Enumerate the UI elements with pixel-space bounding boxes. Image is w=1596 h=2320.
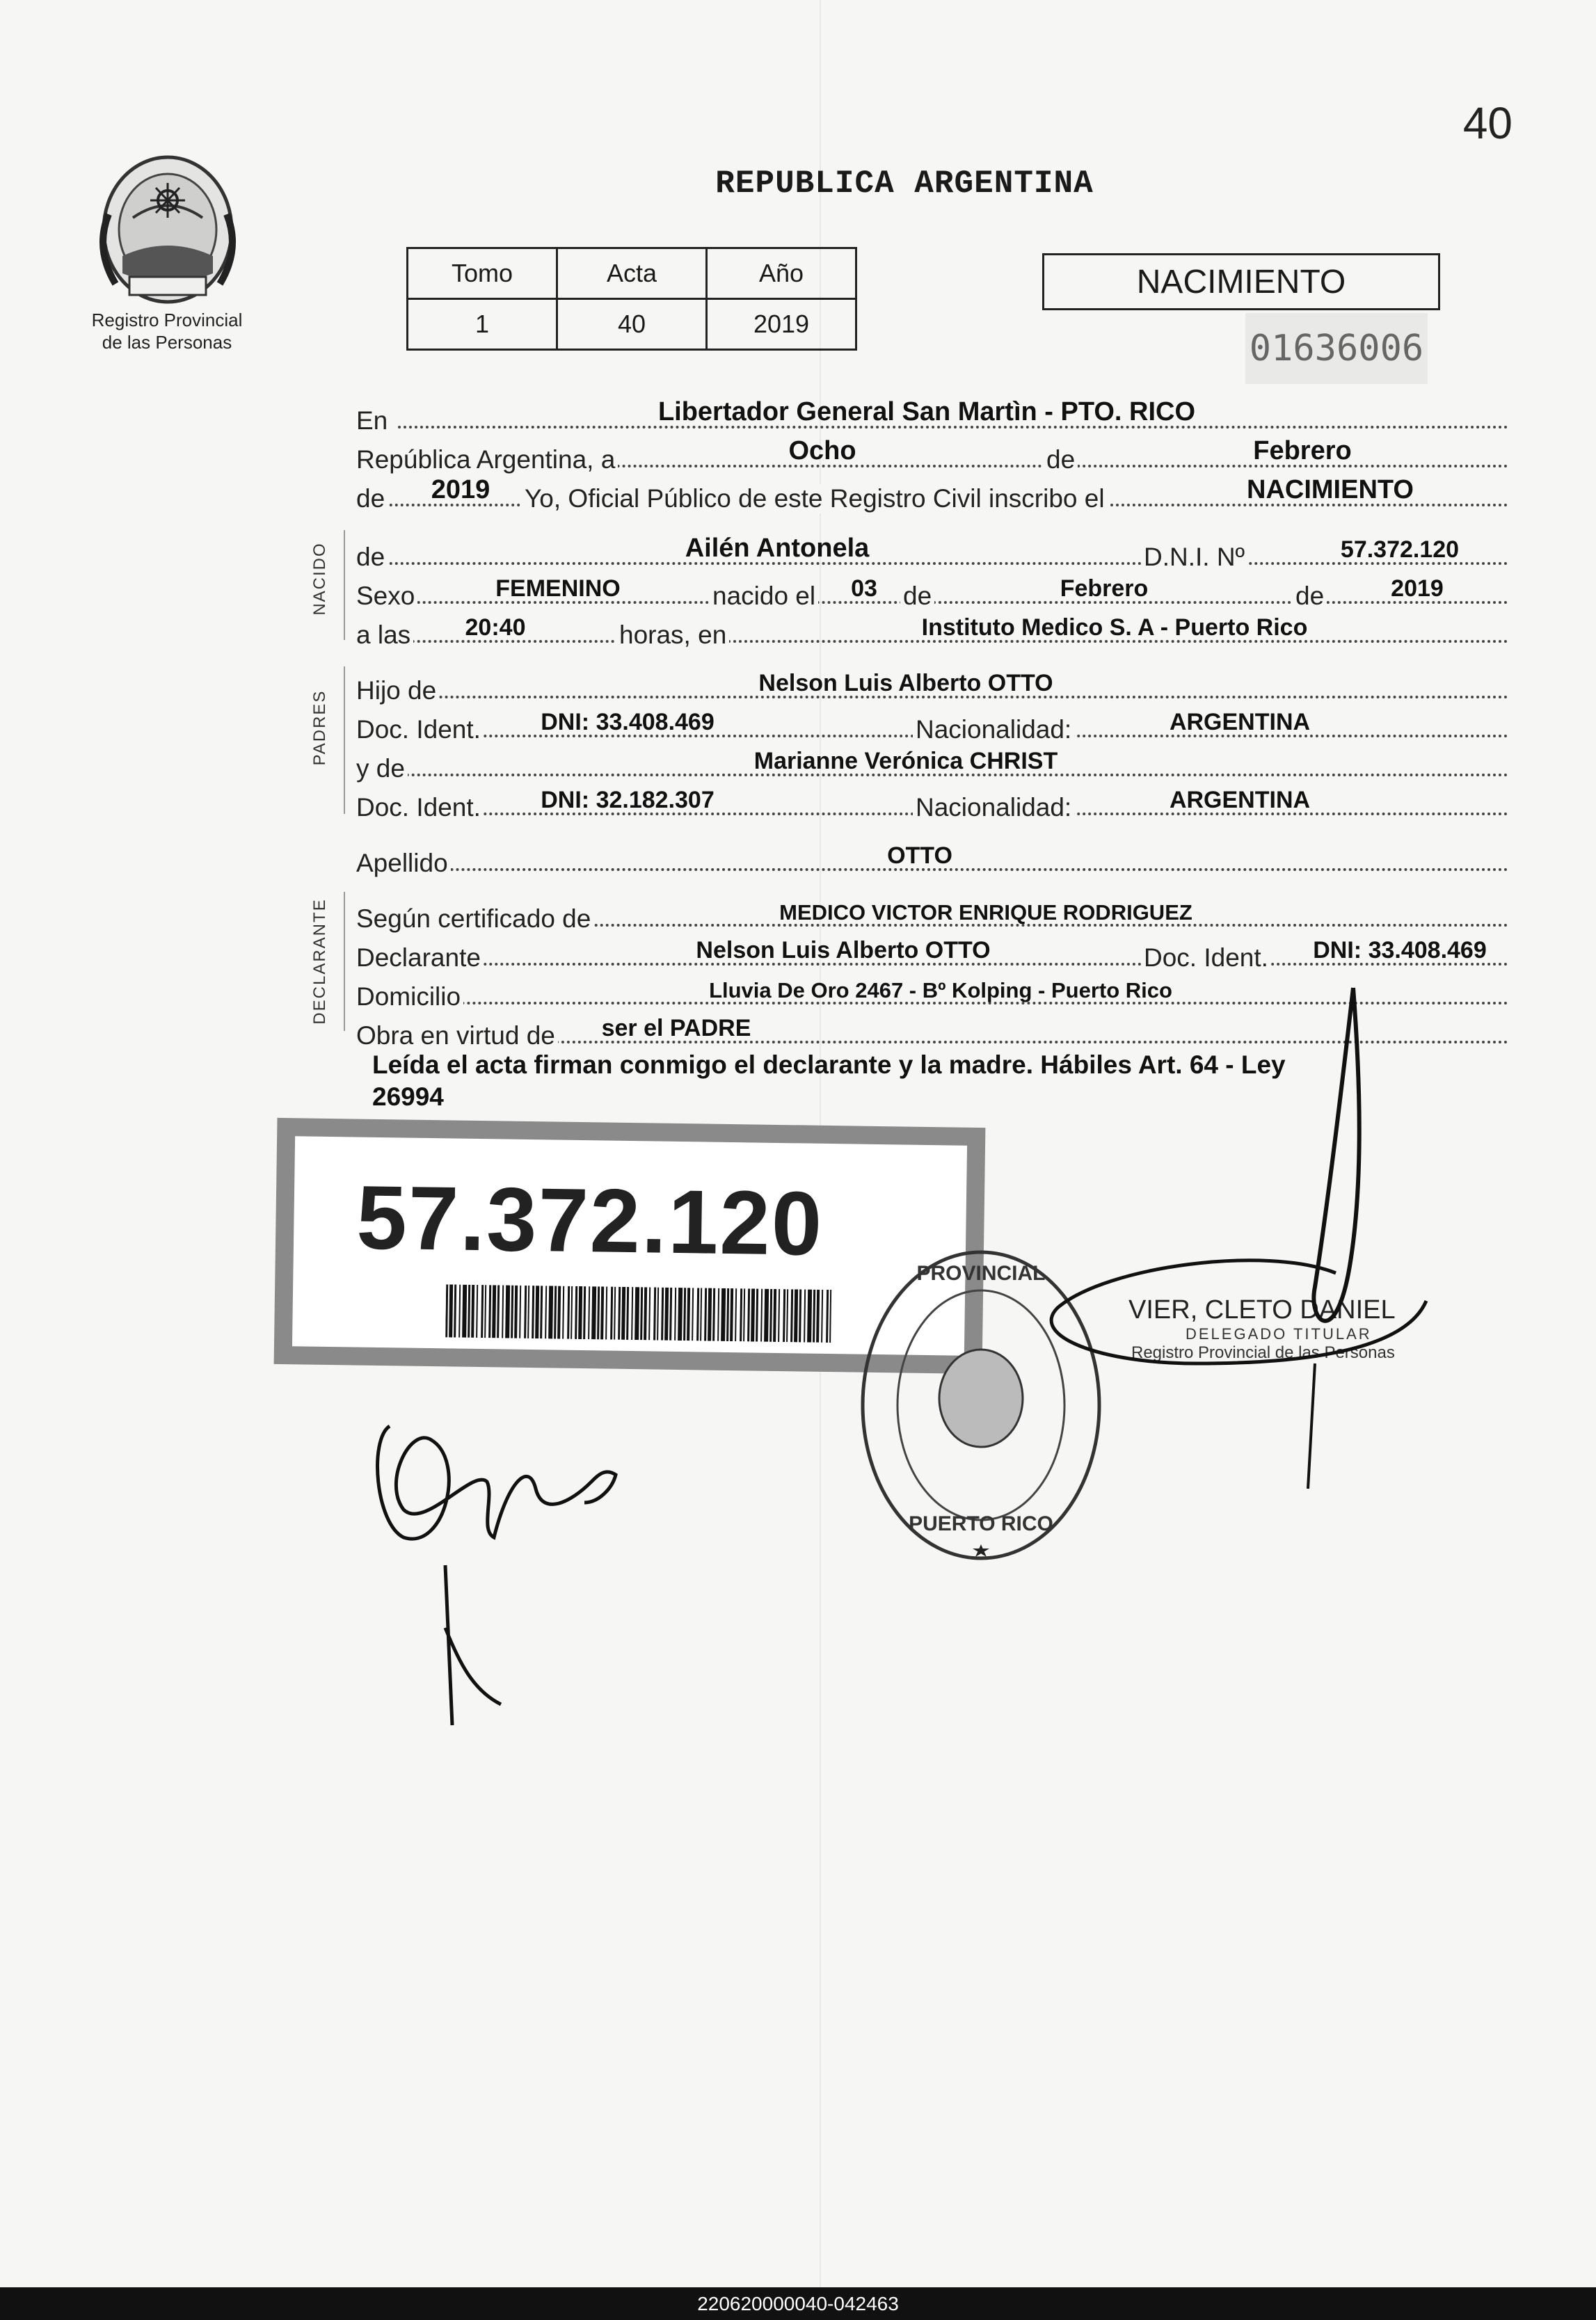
book-value-ano: 2019 bbox=[707, 299, 856, 350]
row-father bbox=[356, 666, 1508, 705]
label-hijo-de: Hijo de bbox=[356, 676, 439, 705]
svg-text:PUERTO RICO: PUERTO RICO bbox=[909, 1512, 1053, 1535]
value-time: 20:40 bbox=[465, 614, 526, 641]
row-name bbox=[356, 533, 1508, 572]
label-declarante: Declarante bbox=[356, 943, 484, 973]
row-certificate bbox=[356, 895, 1508, 934]
book-value-acta: 40 bbox=[557, 299, 707, 350]
value-father-nationality: ARGENTINA bbox=[1169, 709, 1311, 735]
label-republica: República Argentina, a bbox=[356, 445, 618, 474]
label-nacionalidad-1: Nacionalidad: bbox=[913, 715, 1074, 744]
officer-name: VIER, CLETO DANIEL bbox=[1128, 1295, 1396, 1325]
value-dni: 57.372.120 bbox=[1340, 536, 1460, 563]
registry-label-line1: Registro Provincial bbox=[91, 310, 243, 330]
label-de-birth-month: de bbox=[900, 582, 934, 611]
row-year bbox=[356, 474, 1508, 513]
closing-line2: 26994 bbox=[372, 1082, 444, 1111]
label-de-month: de bbox=[1044, 445, 1078, 474]
label-obra-en-virtud: Obra en virtud de bbox=[356, 1021, 558, 1050]
section-label-declarante: DECLARANTE bbox=[310, 898, 329, 1025]
label-doc-ident-3: Doc. Ident. bbox=[1141, 943, 1271, 973]
section-rule-padres bbox=[344, 666, 345, 814]
label-en: En bbox=[356, 406, 390, 435]
value-certificate: MEDICO VICTOR ENRIQUE RODRIGUEZ bbox=[779, 900, 1192, 925]
document-title: REPUBLICA ARGENTINA bbox=[715, 166, 1094, 202]
row-declarant bbox=[356, 934, 1508, 973]
value-mother-doc: DNI: 32.182.307 bbox=[541, 787, 715, 813]
officer-title: DELEGADO TITULAR bbox=[1186, 1325, 1372, 1343]
book-reference-header-row bbox=[408, 248, 856, 299]
value-surname: OTTO bbox=[887, 842, 952, 869]
book-header-ano: Año bbox=[707, 248, 856, 299]
section-rule-nacido bbox=[344, 530, 345, 640]
label-de-year: de bbox=[356, 484, 388, 513]
book-reference-table bbox=[406, 247, 857, 351]
label-a-las: a las bbox=[356, 621, 413, 650]
value-father-doc: DNI: 33.408.469 bbox=[541, 709, 715, 735]
row-father-doc bbox=[356, 705, 1508, 744]
value-declarant: Nelson Luis Alberto OTTO bbox=[696, 937, 991, 963]
book-reference-value-row bbox=[408, 299, 856, 350]
label-doc-ident-2: Doc. Ident. bbox=[356, 793, 484, 822]
closing-line1: Leída el acta firman conmigo el declarante y la madre. Hábiles Art. 64 - Ley bbox=[372, 1050, 1286, 1079]
row-mother-doc bbox=[356, 783, 1508, 822]
label-yo-oficial: Yo, Oficial Público de este Registro Civil inscribo el bbox=[522, 484, 1108, 513]
value-record: NACIMIENTO bbox=[1247, 475, 1414, 504]
serial-number-stamp: 01636006 bbox=[1245, 313, 1428, 384]
row-surname bbox=[356, 839, 1508, 878]
officer-office: Registro Provincial de las Personas bbox=[1131, 1343, 1395, 1362]
value-birth-month: Febrero bbox=[1060, 575, 1149, 602]
barcode-icon bbox=[445, 1284, 836, 1343]
section-rule-declarante bbox=[344, 892, 345, 1031]
officer-signature-icon bbox=[1016, 974, 1461, 1503]
label-dni: D.N.I. Nº bbox=[1141, 543, 1247, 572]
footer-id-bar: 220620000040-042463 bbox=[0, 2287, 1596, 2320]
value-birth-day: 03 bbox=[851, 575, 877, 602]
label-sexo: Sexo bbox=[356, 582, 417, 611]
row-sex bbox=[356, 572, 1508, 611]
label-doc-ident-1: Doc. Ident. bbox=[356, 715, 484, 744]
value-place: Libertador General San Martìn - PTO. RICO bbox=[657, 397, 1196, 426]
page-number: 40 bbox=[1462, 98, 1513, 148]
label-nacionalidad-2: Nacionalidad: bbox=[913, 793, 1074, 822]
registry-label-line2: de las Personas bbox=[102, 332, 232, 353]
label-domicilio: Domicilio bbox=[356, 982, 463, 1011]
section-label-nacido: NACIDO bbox=[310, 542, 329, 616]
value-birth-year: 2019 bbox=[1391, 575, 1444, 602]
record-type-box: NACIMIENTO bbox=[1042, 253, 1440, 310]
value-sex: FEMENINO bbox=[495, 575, 621, 602]
section-label-padres: PADRES bbox=[310, 689, 329, 766]
label-horas-en: horas, en bbox=[616, 621, 729, 650]
value-father: Nelson Luis Alberto OTTO bbox=[758, 670, 1053, 696]
value-day: Ocho bbox=[788, 436, 856, 465]
value-mother-nationality: ARGENTINA bbox=[1169, 787, 1311, 813]
label-nacido-el: nacido el bbox=[710, 582, 818, 611]
row-time-place bbox=[356, 611, 1508, 650]
value-year: 2019 bbox=[431, 475, 490, 504]
svg-text:PROVINCIAL: PROVINCIAL bbox=[916, 1262, 1046, 1285]
value-name: Ailén Antonela bbox=[685, 534, 870, 563]
registry-label bbox=[66, 309, 268, 353]
row-place bbox=[356, 397, 1508, 435]
label-y-de: y de bbox=[356, 754, 408, 783]
book-header-tomo: Tomo bbox=[408, 248, 557, 299]
declarant-signature-icon bbox=[362, 1398, 626, 1732]
value-address: Lluvia De Oro 2467 - Bº Kolping - Puerto Rico bbox=[709, 978, 1172, 1002]
value-month: Febrero bbox=[1253, 436, 1352, 465]
label-segun-certificado: Según certificado de bbox=[356, 904, 593, 934]
value-mother: Marianne Verónica CHRIST bbox=[753, 748, 1058, 774]
label-apellido: Apellido bbox=[356, 849, 451, 878]
row-date bbox=[356, 435, 1508, 474]
barcode-number: 57.372.120 bbox=[356, 1166, 824, 1274]
value-declarant-doc: DNI: 33.408.469 bbox=[1313, 937, 1487, 963]
label-de-birth-year: de bbox=[1293, 582, 1327, 611]
book-value-tomo: 1 bbox=[408, 299, 557, 350]
row-mother bbox=[356, 744, 1508, 783]
label-de-name: de bbox=[356, 543, 388, 572]
value-by-virtue: ser el PADRE bbox=[601, 1015, 751, 1041]
value-birth-place: Instituto Medico S. A - Puerto Rico bbox=[921, 614, 1308, 641]
book-header-acta: Acta bbox=[557, 248, 707, 299]
